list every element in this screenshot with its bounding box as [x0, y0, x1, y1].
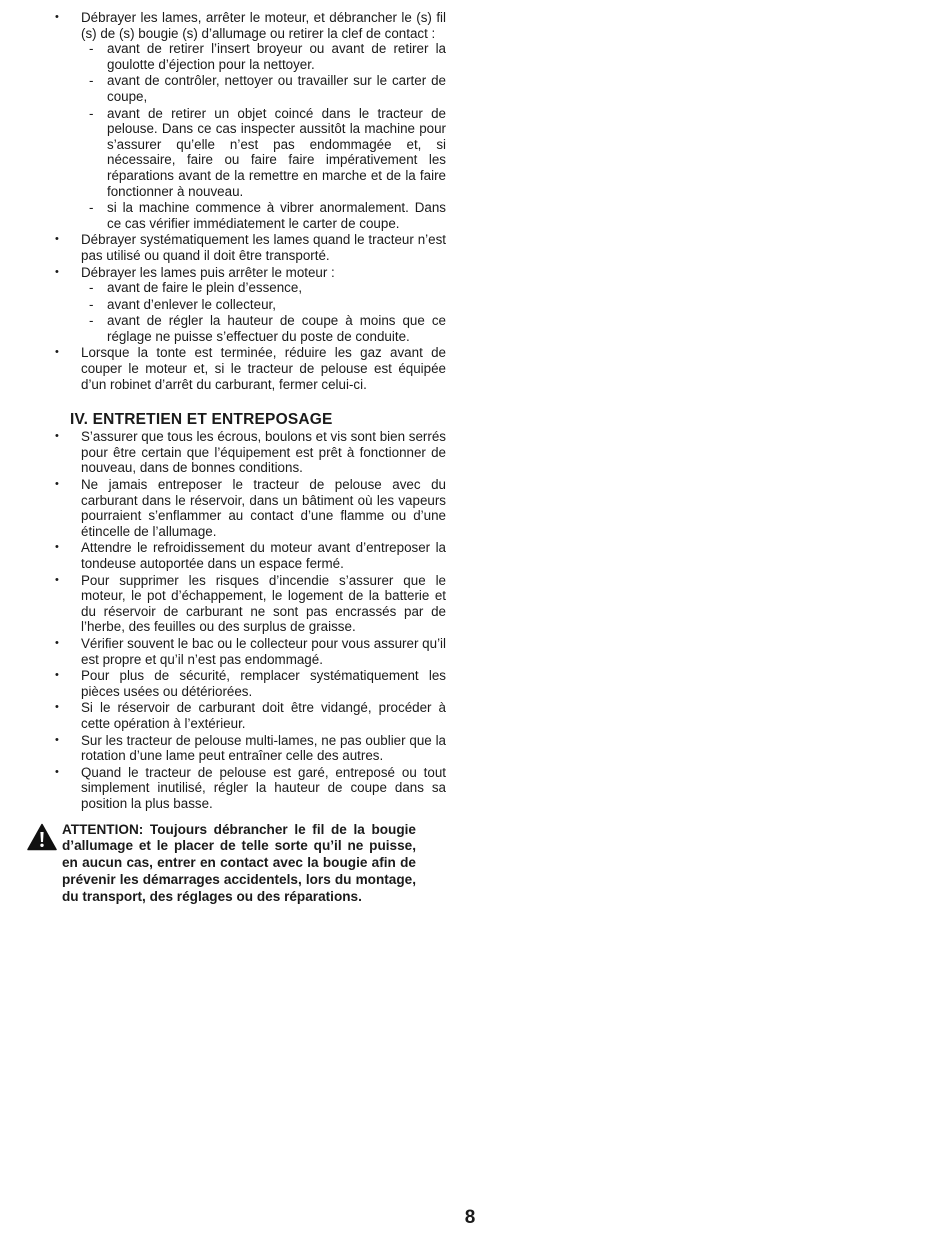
list-item: • Vérifier souvent le bac ou le collecteur pour vous assurer qu’il est propre et qu’il n’est pas endommagé.: [54, 636, 446, 667]
warning-triangle-icon: [27, 823, 57, 851]
list-item: • Si le réservoir de carburant doit être vidangé, procéder à cette opération à l’extérieur.: [54, 700, 446, 731]
list-item: • Pour supprimer les risques d’incendie s’assurer que le moteur, le pot d’échappement, le logement de la batterie et du réservoir de carburant ne sont pas encrassés par de l’herbe, des feuilles ou des surplus de graisse.: [54, 573, 446, 635]
list-item: • Quand le tracteur de pelouse est garé, entreposé ou tout simplement inutilisé, régler la hauteur de coupe dans sa position la plus basse.: [54, 765, 446, 812]
warning-block: [54, 822, 446, 906]
safety-list: [54, 10, 446, 392]
sub-list-item: - avant d’enlever le collecteur,: [81, 297, 446, 313]
list-item: • Débrayer systématiquement les lames quand le tracteur n’est pas utilisé ou quand il doit être transporté.: [54, 232, 446, 263]
section-heading: IV. ENTRETIEN ET ENTREPOSAGE: [70, 411, 333, 429]
list-item: • Débrayer les lames, arrêter le moteur, et débrancher le (s) fil (s) de (s) bougie (s) d’allumage ou retirer la clef de contact : - avant de retirer l’insert broyeur ou avant de retirer la goulotte d’éjection pour la nettoyer. - avant de contrôler, nettoyer ou travailler sur le carter de coupe, - avant de retirer un objet coincé dans le tracteur de pelouse. Dans ce cas inspecter aussitôt la machine pour s’assurer qu’elle n’est pas endommagée et, si nécessaire, faire ou faire faire impérativement les réparations avant de la remettre en marche et de la faire fonctionner à nouveau. - si la machine commence à vibrer anormalement. Dans ce cas vérifier immédiatement le carter de coupe.: [54, 10, 446, 231]
warning-text: ATTENTION: Toujours débrancher le fil de la bougie d’allumage et le placer de telle sorte qu’il ne puisse, en aucun cas, entrer en contact avec la bougie afin de prévenir les démarrages accidentels, lors du montage, du transport, des réglages ou des réparations.: [62, 821, 416, 904]
sub-list-item: - avant de faire le plein d’essence,: [81, 280, 446, 296]
sub-list-item: - avant de retirer l’insert broyeur ou avant de retirer la goulotte d’éjection pour la nettoyer.: [81, 41, 446, 72]
list-item: • Débrayer les lames puis arrêter le moteur : - avant de faire le plein d’essence, - avant d’enlever le collecteur, - avant de régler la hauteur de coupe à moins que ce réglage ne puisse s’effectuer du poste de conduite.: [54, 265, 446, 345]
maintenance-list: [54, 429, 446, 811]
list-item: • Sur les tracteur de pelouse multi-lames, ne pas oublier que la rotation d’une lame peut entraîner celle des autres.: [54, 733, 446, 764]
list-item: • Ne jamais entreposer le tracteur de pelouse avec du carburant dans le réservoir, dans un bâtiment où les vapeurs pourraient s’enflammer au contact d’une flamme ou d’une étincelle de l’allumage.: [54, 477, 446, 539]
sub-list: [81, 41, 446, 231]
list-item: • Lorsque la tonte est terminée, réduire les gaz avant de couper le moteur et, si le tracteur de pelouse est équipée d’un robinet d’arrêt du carburant, fermer celui-ci.: [54, 345, 446, 392]
sub-list-item: - avant de régler la hauteur de coupe à moins que ce réglage ne puisse s’effectuer du poste de conduite.: [81, 313, 446, 344]
list-item: • S’assurer que tous les écrous, boulons et vis sont bien serrés pour être certain que l’équipement est prêt à fonctionner de nouveau, dans de bonnes conditions.: [54, 429, 446, 476]
text-column: [54, 10, 446, 905]
sub-list: [81, 280, 446, 344]
sub-list-item: - avant de contrôler, nettoyer ou travailler sur le carter de coupe,: [81, 73, 446, 104]
sub-list-item: - si la machine commence à vibrer anormalement. Dans ce cas vérifier immédiatement le carter de coupe.: [81, 200, 446, 231]
list-item: • Attendre le refroidissement du moteur avant d’entreposer la tondeuse autoportée dans un espace fermé.: [54, 540, 446, 571]
sub-list-item: - avant de retirer un objet coincé dans le tracteur de pelouse. Dans ce cas inspecter aussitôt la machine pour s’assurer qu’elle n’est pas endommagée et, si nécessaire, faire ou faire faire impérativement les réparations avant de la remettre en marche et de la faire fonctionner à nouveau.: [81, 106, 446, 200]
page-number: 8: [464, 1207, 476, 1228]
list-item: • Pour plus de sécurité, remplacer systématiquement les pièces usées ou détériorées.: [54, 668, 446, 699]
